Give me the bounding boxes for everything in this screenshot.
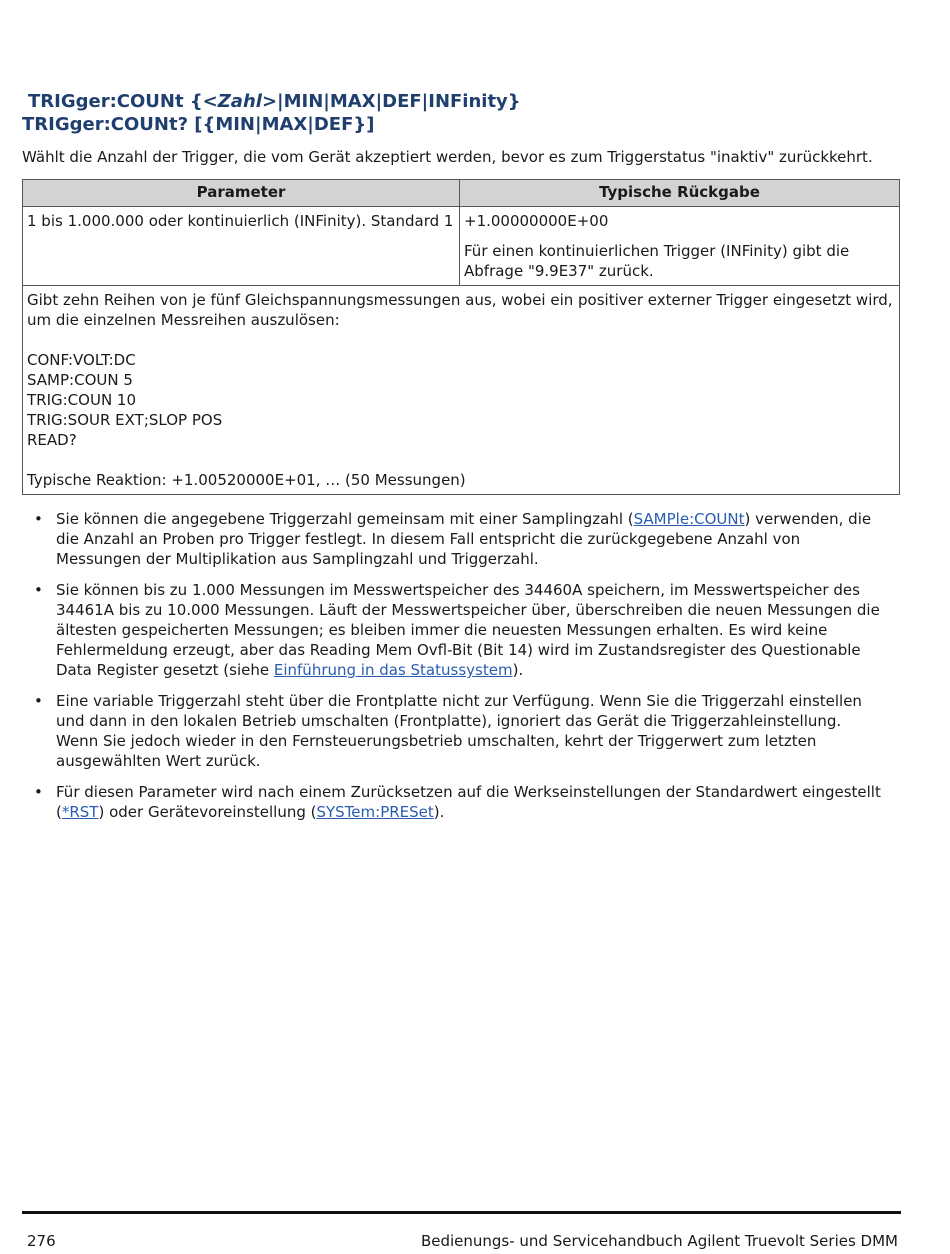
code-line: TRIG:SOUR EXT;SLOP POS: [27, 411, 223, 429]
table-row: [23, 207, 900, 286]
note-text: Sie können die angegebene Triggerzahl gemeinsam mit einer Samplingzahl (: [56, 510, 634, 528]
header-return: Typische Rückgabe: [460, 180, 900, 207]
table-header-row: [23, 180, 900, 207]
code-line: READ?: [27, 431, 77, 449]
link-rst[interactable]: *RST: [61, 803, 99, 821]
note-text: Sie können bis zu 1.000 Messungen im Messwertspeicher des 34460A speichern, im Messwertspeicher des 34461A bis zu 10.000 Messungen. Läuft der Messwertspeicher über, überschreiben die neuen Messungen die ältesten gespeicherten Messungen; es bleiben immer die neuesten Messungen erhalten. Es wird keine Fehlermeldung erzeugt, aber das Reading Mem Ovfl-Bit (Bit 14) wird im Zustandsregister des Questionable Data Register gesetzt (siehe: [56, 581, 880, 679]
example-row: [23, 286, 900, 495]
link-status-system[interactable]: Einführung in das Statussystem: [273, 661, 513, 679]
note-text: Für diesen Parameter wird nach einem Zurücksetzen auf die Werkseinstellungen der Standardwert eingestellt (: [56, 783, 881, 821]
bullet-icon: •: [34, 692, 43, 710]
note-text: ) verwenden, die die Anzahl an Proben pro Trigger festlegt. In diesem Fall entspricht die zurückgegebene Anzahl von Messungen der Multiplikation aus Samplingzahl und Triggerzahl.: [56, 510, 872, 568]
example-response: Typische Reaktion: +1.00520000E+01, … (50 Messungen): [27, 471, 466, 489]
list-item: [22, 782, 888, 822]
command-description: Wählt die Anzahl der Trigger, die vom Gerät akzeptiert werden, bevor es zum Triggerstatus "inaktiv" zurückkehrt.: [22, 148, 873, 166]
syntax-placeholder: Zahl: [217, 91, 262, 112]
return-value: +1.00000000E+00: [464, 212, 609, 230]
example-cell: [23, 286, 900, 495]
note-text: ).: [512, 661, 524, 679]
code-line: SAMP:COUN 5: [27, 371, 133, 389]
page-number: 276: [27, 1232, 56, 1250]
header-parameter: Parameter: [23, 180, 460, 207]
command-heading: [22, 90, 521, 136]
syntax-prefix: TRIGger:COUNt {<: [28, 91, 218, 112]
list-item: [22, 691, 888, 771]
code-line: TRIG:COUN 10: [27, 391, 137, 409]
note-text: Eine variable Triggerzahl steht über die Frontplatte nicht zur Verfügung. Wenn Sie die Triggerzahl einstellen und dann in den lokalen Betrieb umschalten (Frontplatte), ignoriert das Gerät die Triggerzahleinstellung. Wenn Sie jedoch wieder in den Fernsteuerungsbetrieb umschalten, kehrt der Triggerwert zum letzten ausgewählten Wert zurück.: [56, 692, 862, 770]
notes-list: [22, 509, 888, 833]
list-item: [22, 509, 888, 569]
parameter-text: 1 bis 1.000.000 oder kontinuierlich (INFinity). Standard 1: [27, 212, 454, 230]
command-syntax-query: TRIGger:COUNt? [{MIN|MAX|DEF}]: [22, 114, 375, 135]
note-text: ).: [433, 803, 445, 821]
link-sample-count[interactable]: SAMPle:COUNt: [633, 510, 745, 528]
list-item: [22, 580, 888, 680]
command-syntax-set: [22, 90, 521, 113]
footer-divider: [22, 1211, 901, 1214]
footer-title: Bedienungs- und Servicehandbuch Agilent Truevolt Series DMM: [420, 1232, 898, 1250]
bullet-icon: •: [34, 581, 43, 599]
example-code: [27, 350, 895, 450]
bullet-icon: •: [34, 783, 43, 801]
syntax-suffix: >|MIN|MAX|DEF|INFinity}: [261, 91, 521, 112]
return-note: Für einen kontinuierlichen Trigger (INFinity) gibt die Abfrage "9.9E37" zurück.: [464, 242, 850, 280]
bullet-icon: •: [34, 510, 43, 528]
note-text: ) oder Gerätevoreinstellung (: [98, 803, 317, 821]
link-system-preset[interactable]: SYSTem:PRESet: [316, 803, 434, 821]
return-cell: [460, 207, 900, 286]
example-intro: Gibt zehn Reihen von je fünf Gleichspannungsmessungen aus, wobei ein positiver externer Trigger eingesetzt wird, um die einzelnen Messreihen auszulösen:: [27, 291, 893, 329]
parameter-table: [22, 179, 900, 495]
parameter-cell: [23, 207, 460, 286]
code-line: CONF:VOLT:DC: [27, 351, 136, 369]
